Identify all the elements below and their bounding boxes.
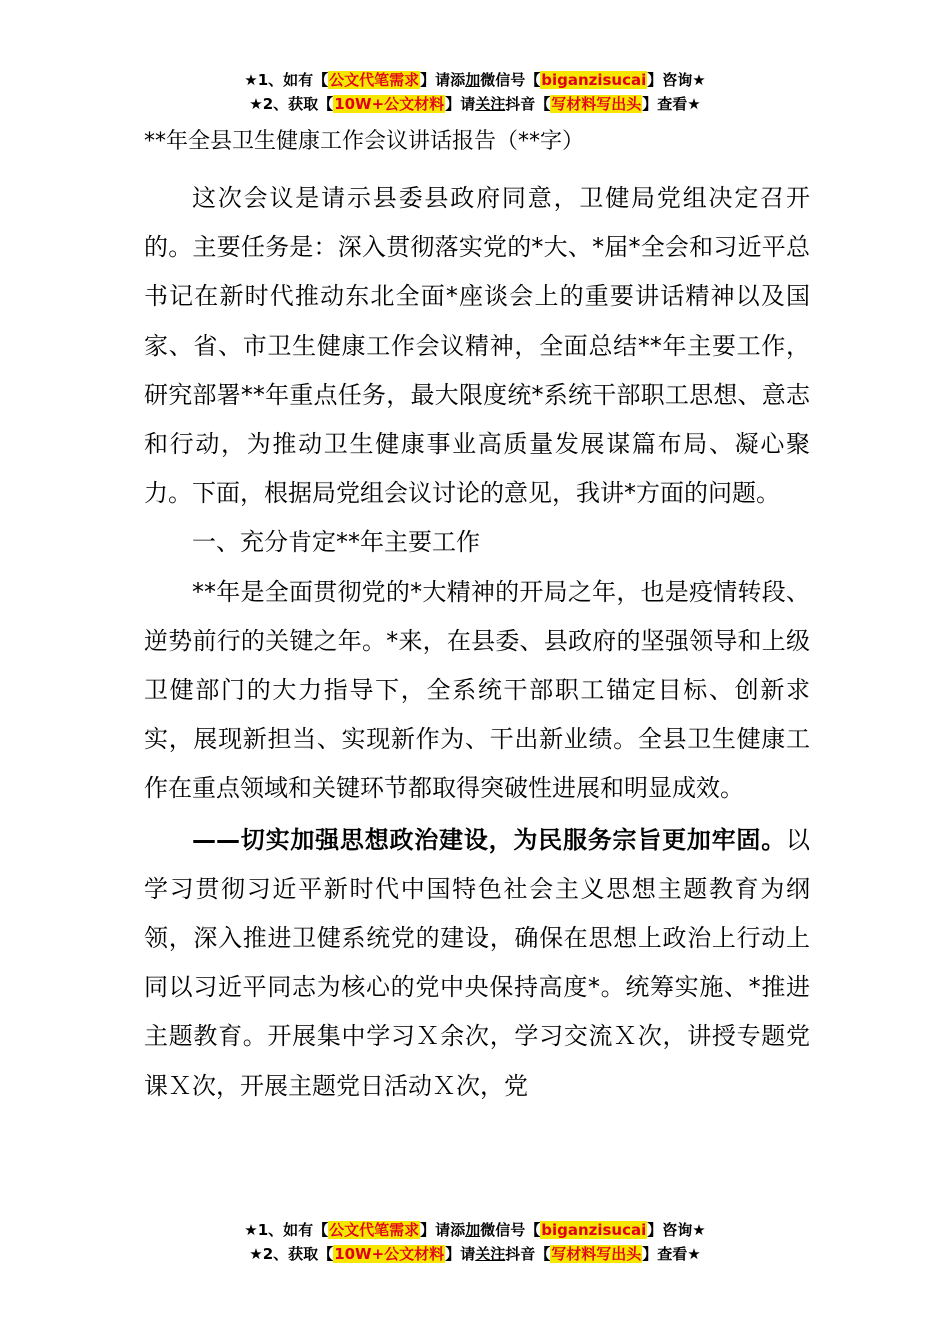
paragraph-intro: 这次会议是请示县委县政府同意，卫健局党组决定召开的。主要任务是：深入贯彻落实党的*大、*届*全会和习近平总书记在新时代推动东北全面*座谈会上的重要讲话精神以及国家、省、市卫生健康工作会议精神，全面总结**年主要工作，研究部署**年重点任务，最大限度统*系统干部职工思想、意志和行动，为推动卫生健康事业高质量发展谋篇布局、凝心聚力。下面，根据局党组会议讨论的意见，我讲*方面的问题。 [144,184,810,508]
banner-line-1 [0,68,950,92]
banner-line-2 [0,1242,950,1266]
banner-text: 】咨询★ [647,1221,706,1239]
banner-text: 微信号【 [480,71,541,89]
banner-text: 】查看★ [642,1245,701,1263]
banner-line-1 [0,1218,950,1242]
banner-text: 】请添 [420,1221,466,1239]
highlight-ghostwriting: 公文代笔需求 [329,1221,420,1239]
paragraph-body: 以学习贯彻习近平新时代中国特色社会主义思想主题教育为纲领，深入推进卫健系统党的建设，确保在思想上政治上行动上同以习近平同志为核心的党中央保持高度*。统筹实施、*推进主题教育。开展集中学习Ｘ余次，学习交流Ｘ次，讲授专题党课Ｘ次，开展主题党日活动Ｘ次，党 [144,825,810,1100]
highlight-wechat-id: biganzisucai [541,1221,647,1239]
highlight-materials: 10W+公文材料 [334,1245,445,1263]
banner-text: 】请 [445,95,476,113]
paragraph-summary: **年是全面贯彻党的*大精神的开局之年，也是疫情转段、逆势前行的关键之年。*来，在县委、县政府的坚强领导和上级卫健部门的大力指导下，全系统干部职工锚定目标、创新求实，展现新担当、实现新作为、干出新业绩。全县卫生健康工作在重点领域和关键环节都取得突破性进展和明显成效。 [144,577,810,803]
banner-text: 抖音【 [505,95,551,113]
banner-line-2 [0,92,950,116]
underlined-text: 关注 [475,95,506,113]
highlight-douyin-account: 写材料写出头 [551,1245,642,1263]
highlight-materials: 10W+公文材料 [334,95,445,113]
document-title: **年全县卫生健康工作会议讲话报告（**字） [144,129,585,154]
header-banner [0,68,950,116]
banner-text: 】请添 [420,71,466,89]
underlined-text: 加 [465,71,481,89]
banner-text: ★2、获取【 [249,95,334,113]
banner-text: 抖音【 [505,1245,551,1263]
paragraph-lead-bold: ——切实加强思想政治建设，为民服务宗旨更加牢固。 [192,825,786,854]
highlight-wechat-id: biganzisucai [541,71,647,89]
highlight-ghostwriting: 公文代笔需求 [329,71,420,89]
banner-text: 微信号【 [480,1221,541,1239]
banner-text: 】咨询★ [647,71,706,89]
paragraph-political-building [144,816,810,1111]
underlined-text: 加 [465,1221,481,1239]
section-heading-1: 一、充分肯定**年主要工作 [192,528,480,557]
highlight-douyin-account: 写材料写出头 [551,95,642,113]
document-body [144,124,810,1111]
banner-text: 】查看★ [642,95,701,113]
banner-text: ★1、如有【 [244,1221,329,1239]
banner-text: ★1、如有【 [244,71,329,89]
banner-text: 】请 [445,1245,476,1263]
underlined-text: 关注 [475,1245,506,1263]
footer-banner [0,1218,950,1266]
banner-text: ★2、获取【 [249,1245,334,1263]
